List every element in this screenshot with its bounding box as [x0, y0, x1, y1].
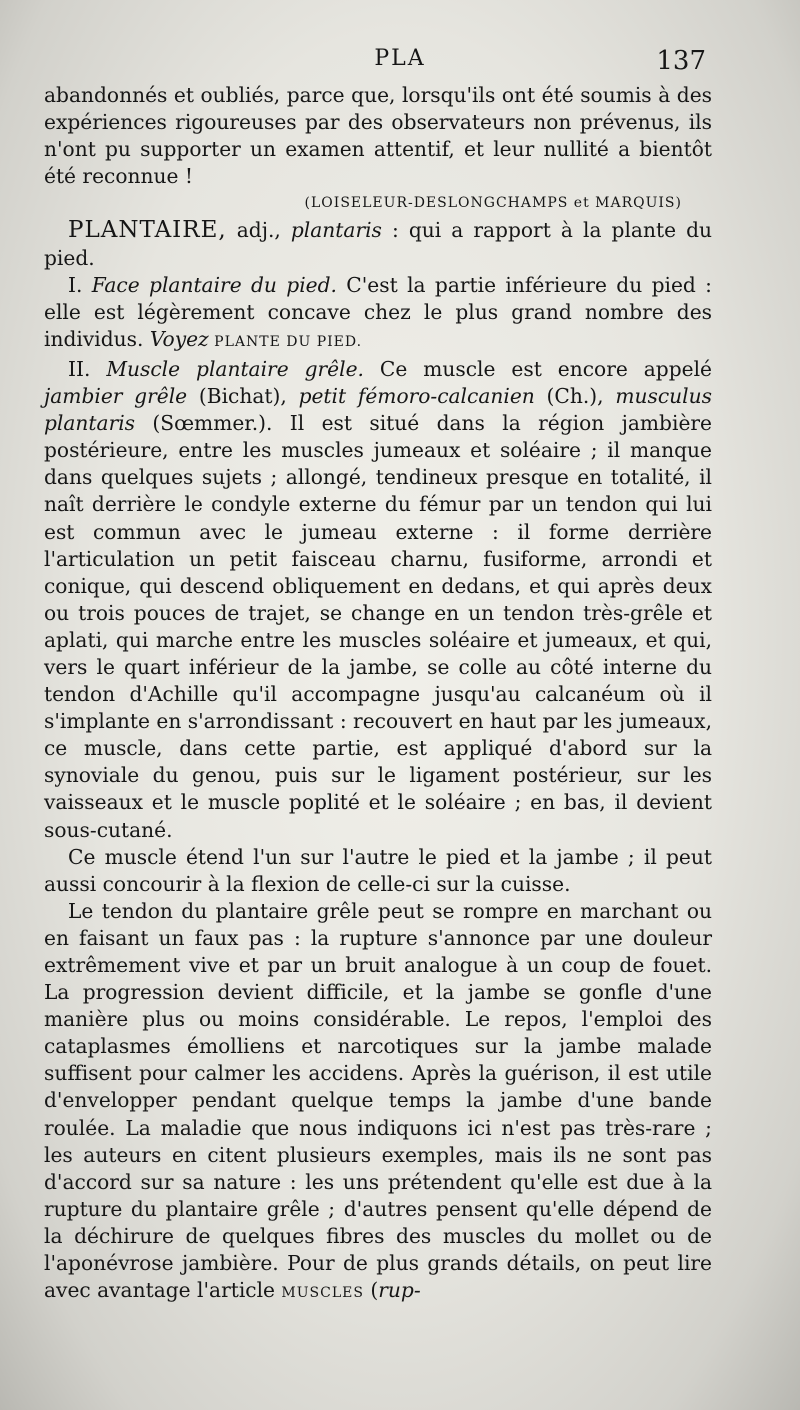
paragraph-tail: rup- — [378, 1278, 421, 1303]
synonym: musculus plantaris — [44, 384, 712, 436]
section-title: Muscle plantaire grêle. — [106, 356, 364, 381]
paragraph-rupture — [44, 898, 712, 1307]
section-text: (Bichat), — [187, 384, 299, 409]
synonym: jambier grêle — [44, 384, 188, 409]
section-text: (Ch.), — [534, 384, 616, 409]
running-head: PLA — [374, 46, 426, 71]
author-signature: (LOISELEUR-DESLONGCHAMPS et MARQUIS) — [304, 195, 682, 212]
paragraph-text: ( — [363, 1278, 379, 1303]
section-numeral: II. — [68, 356, 107, 381]
page-number: 137 — [656, 46, 706, 76]
cross-reference: MUSCLES — [281, 1285, 364, 1302]
part-of-speech: adj., — [226, 218, 291, 243]
section-text: (Sœmmer.). Il est situé dans la région jambière postérieure, entre les muscles jumeaux et soléaire ; il manque dans quelques sujets ; allongé, tendineux presque en totalité, il naît derrière le condyle externe du fémur par un tendon qui lui est commun avec le jumeau externe : il forme derrière l'articulation un petit faisceau charnu, fusiforme, arrondi et conique, qui descend obliquement en dedans, et qui après deux ou trois pouces de trajet, se change en un tendon très-grêle et aplati, qui marche entre les muscles soléaire et jumeaux, et qui, vers le quart inférieur de la jambe, se colle au côté interne du tendon d'Achille qu'il accompagne jusqu'au calcanéum où il s'implante en s'arrondissant : recouvert en haut par les jumeaux, ce muscle, dans cette partie, est appliqué d'abord sur la synoviale du genou, puis sur le ligament postérieur, sur les vaisseaux et le muscle poplité et le soléaire ; en bas, il devient sous-cutané. — [44, 411, 712, 842]
paragraph-continuation: abandonnés et oubliés, parce que, lorsqu'ils ont été soumis à des expériences rigoureuses par des observateurs non prévenus, ils n'ont pu supporter un examen attentif, et leur nullité a bientôt été reconnue ! — [44, 83, 712, 189]
section-text: C'est la partie inférieure du pied : elle est légèrement concave chez le plus grand nombre des individus. — [44, 272, 712, 351]
synonym: petit fémoro-calcanien — [298, 384, 535, 409]
latin-term: plantaris — [290, 218, 382, 243]
entry-plantaire — [44, 217, 712, 271]
definition: : qui a rapport à la plante du pied. — [44, 218, 712, 270]
section-numeral: I. — [68, 272, 92, 297]
page-body — [44, 82, 712, 1307]
voyez-word: Voyez — [149, 326, 209, 351]
section-muscle-plantaire — [44, 356, 712, 844]
section-text: Ce muscle est encore appelé — [363, 356, 712, 381]
paragraph-function: Ce muscle étend l'un sur l'autre le pied et la jambe ; il peut aussi concourir à la flexion de celle-ci sur la cuisse. — [44, 844, 712, 896]
section-title: Face plantaire du pied. — [91, 272, 337, 297]
headword: PLANTAIRE, — [68, 217, 227, 244]
section-face-plantaire — [44, 272, 712, 356]
page-header — [0, 44, 800, 84]
cross-reference: PLANTE DU PIED. — [208, 333, 363, 350]
paragraph-text: Le tendon du plantaire grêle peut se rompre en marchant ou en faisant un faux pas : la rupture s'annonce par une douleur extrêmement vive et par un bruit analogue à un coup de fouet. La progression devient difficile, et la jambe se gonfle d'une manière plus ou moins considérable. Le repos, l'emploi des cataplasmes émolliens et narcotiques sur la jambe malade suffisent pour calmer les accidens. Après la guérison, il est utile d'envelopper pendant quelque temps la jambe d'une bande roulée. La maladie que nous indiquons ici n'est pas très-rare ; les auteurs en citent plusieurs exemples, mais ils ne sont pas d'accord sur sa nature : les uns prétendent qu'elle est due à la rupture du plantaire grêle ; d'autres pensent qu'elle dépend de la déchirure de quelques fibres des muscles du mollet ou de l'aponévrose jambière. Pour de plus grands détails, on peut lire avec avantage l'article — [44, 898, 712, 1303]
